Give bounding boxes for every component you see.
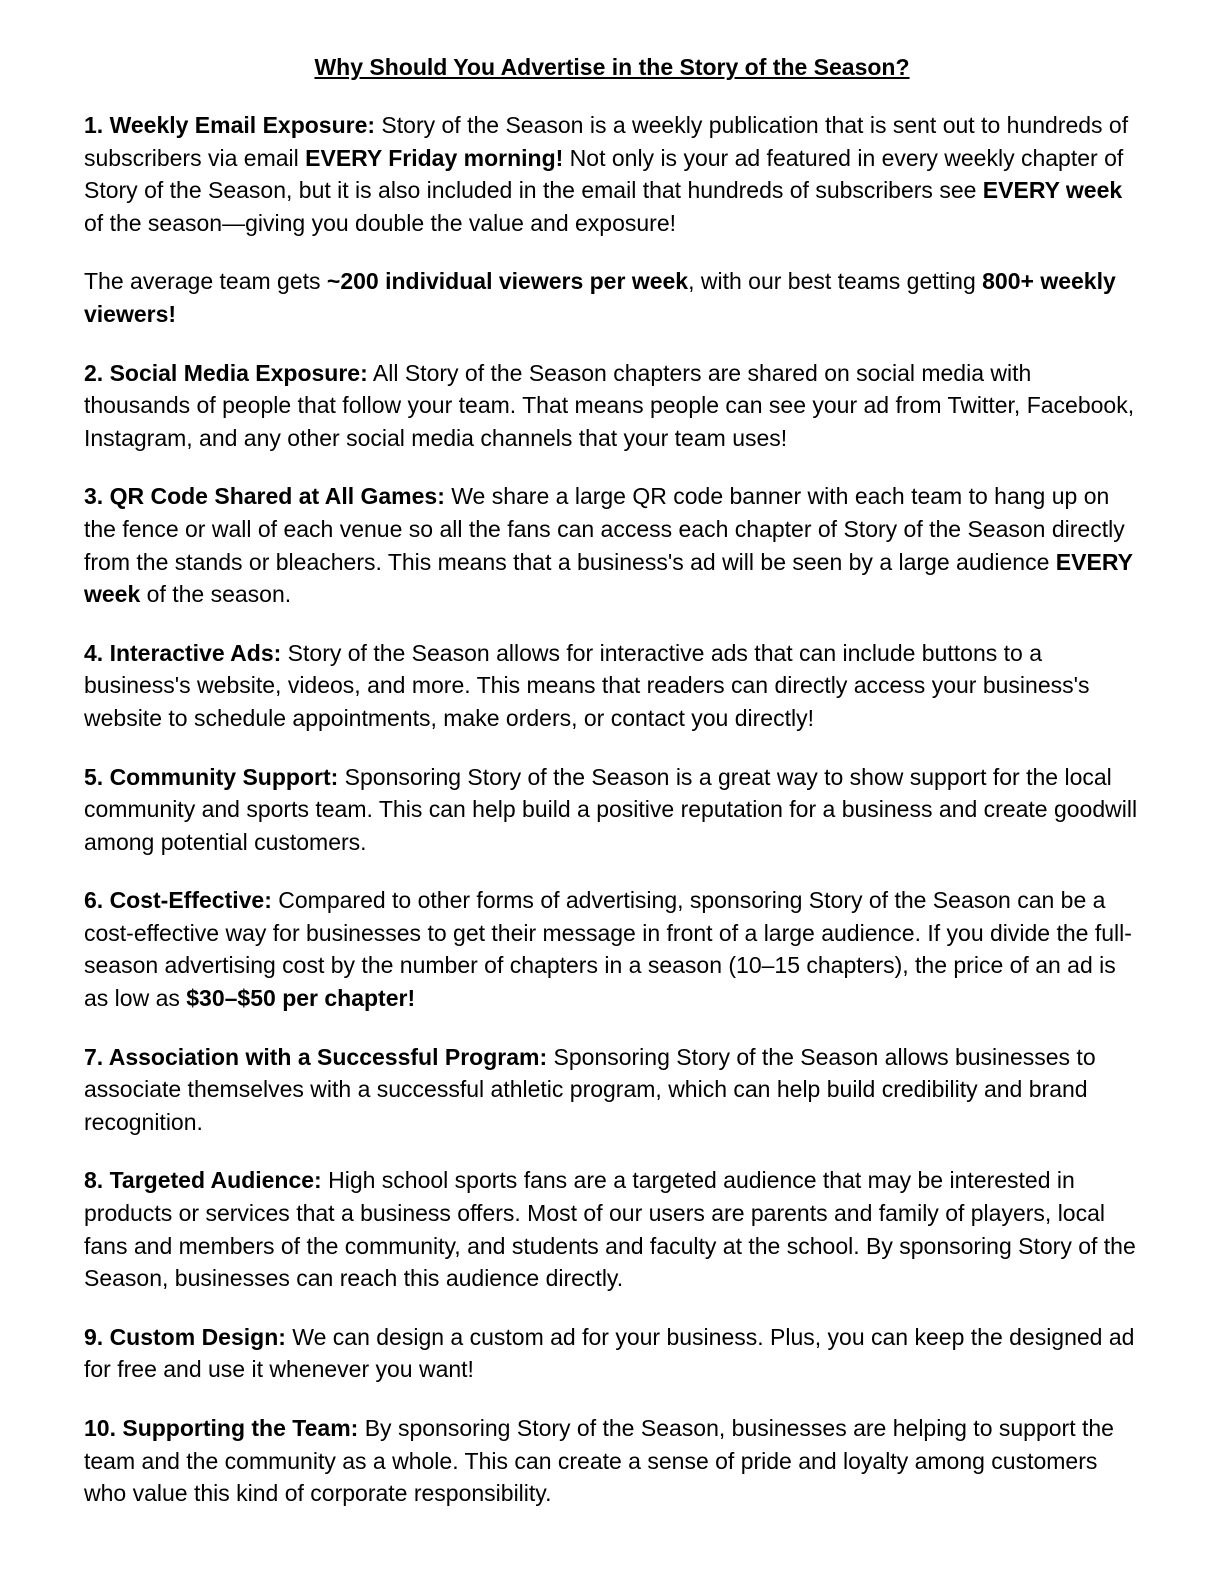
bold-text: 8. Targeted Audience: (84, 1167, 322, 1194)
body-text: By sponsoring Story of the Season, businesses are helping to support the team and the community as a whole. This can create a sense of pride and loyalty among customers who value this kind of corporate responsibility. (84, 1415, 1114, 1507)
paragraph-interactive-ads (84, 637, 1140, 735)
body-text: Not only is your ad featured in every weekly chapter of Story of the Season, but it is also included in the email that hundreds of subscribers see (84, 144, 1124, 204)
body-text: We can design a custom ad for your business. Plus, you can keep the designed ad for free and use it whenever you want! (84, 1323, 1135, 1383)
body-text: of the season—giving you double the value and exposure! (84, 209, 677, 236)
paragraph-average-viewers (84, 265, 1140, 330)
body-text: High school sports fans are a targeted audience that may be interested in products or services that a business offers. Most of our users are parents and family of players, local fans and members of the community, and students and faculty at the school. By sponsoring Story of the Season, businesses can reach this audience directly. (84, 1167, 1136, 1292)
bold-text: 10. Supporting the Team: (84, 1415, 359, 1441)
body-text: The average team gets (84, 268, 327, 295)
bold-text: 6. Cost-Effective: (84, 887, 272, 914)
body-text: Story of the Season allows for interactive ads that can include buttons to a business's website, videos, and more. This means that readers can directly access your business's website to schedule appointments, make orders, or contact you directly! (84, 639, 1090, 731)
bold-text: 5. Community Support: (84, 763, 339, 790)
bold-text: EVERY week (84, 548, 1133, 608)
body-text: Compared to other forms of advertising, sponsoring Story of the Season can be a cost-effective way for businesses to get their message in front of a large audience. If you divide the full-season advertising cost by the number of chapters in a season (10–15 chapters), the price of an ad is as low as (84, 887, 1132, 1012)
document-page (84, 51, 1140, 1536)
paragraph-custom-design (84, 1321, 1140, 1386)
bold-text: 1. Weekly Email Exposure: (84, 112, 376, 138)
body-text: of the season. (140, 581, 292, 608)
bold-text: 800+ weekly viewers! (84, 268, 1116, 327)
bold-text: $30–$50 per chapter! (186, 985, 416, 1012)
paragraph-community-support (84, 761, 1140, 859)
bold-text: 9. Custom Design: (84, 1323, 286, 1350)
paragraph-weekly-email (84, 109, 1140, 239)
body-text: All Story of the Season chapters are shared on social media with thousands of people that follow your team. That means people can see your ad from Twitter, Facebook, Instagram, and any other social media channels that your team uses! (84, 359, 1135, 451)
bold-text: EVERY week (982, 177, 1123, 204)
bold-text: 3. QR Code Shared at All Games: (84, 483, 445, 510)
paragraph-targeted-audience (84, 1164, 1140, 1294)
body-text: We share a large QR code banner with each team to hang up on the fence or wall of each venue so all the fans can access each chapter of Story of the Season directly from the stands or bleachers. This means that a business's ad will be seen by a large audience (84, 483, 1125, 575)
bold-text: 7. Association with a Successful Program: (84, 1043, 548, 1070)
paragraph-successful-program (84, 1041, 1140, 1139)
body-text: Story of the Season is a weekly publication that is sent out to hundreds of subscribers via email (84, 112, 1129, 171)
page-title: Why Should You Advertise in the Story of the Season? (314, 54, 910, 80)
paragraph-supporting-team (84, 1412, 1140, 1510)
paragraph-list (84, 109, 1140, 1510)
bold-text: EVERY Friday morning! (305, 144, 564, 171)
paragraph-qr-code (84, 480, 1140, 610)
body-text: , with our best teams getting (688, 268, 983, 295)
paragraph-social-media (84, 357, 1140, 455)
bold-text: ~200 individual viewers per week (326, 268, 689, 295)
body-text: Sponsoring Story of the Season is a great way to show support for the local community and sports team. This can help build a positive reputation for a business and create goodwill among potential customers. (84, 763, 1138, 855)
bold-text: 2. Social Media Exposure: (84, 359, 368, 386)
paragraph-cost-effective (84, 884, 1140, 1014)
body-text: Sponsoring Story of the Season allows businesses to associate themselves with a successful athletic program, which can help build credibility and brand recognition. (84, 1043, 1096, 1135)
bold-text: 4. Interactive Ads: (84, 639, 282, 666)
